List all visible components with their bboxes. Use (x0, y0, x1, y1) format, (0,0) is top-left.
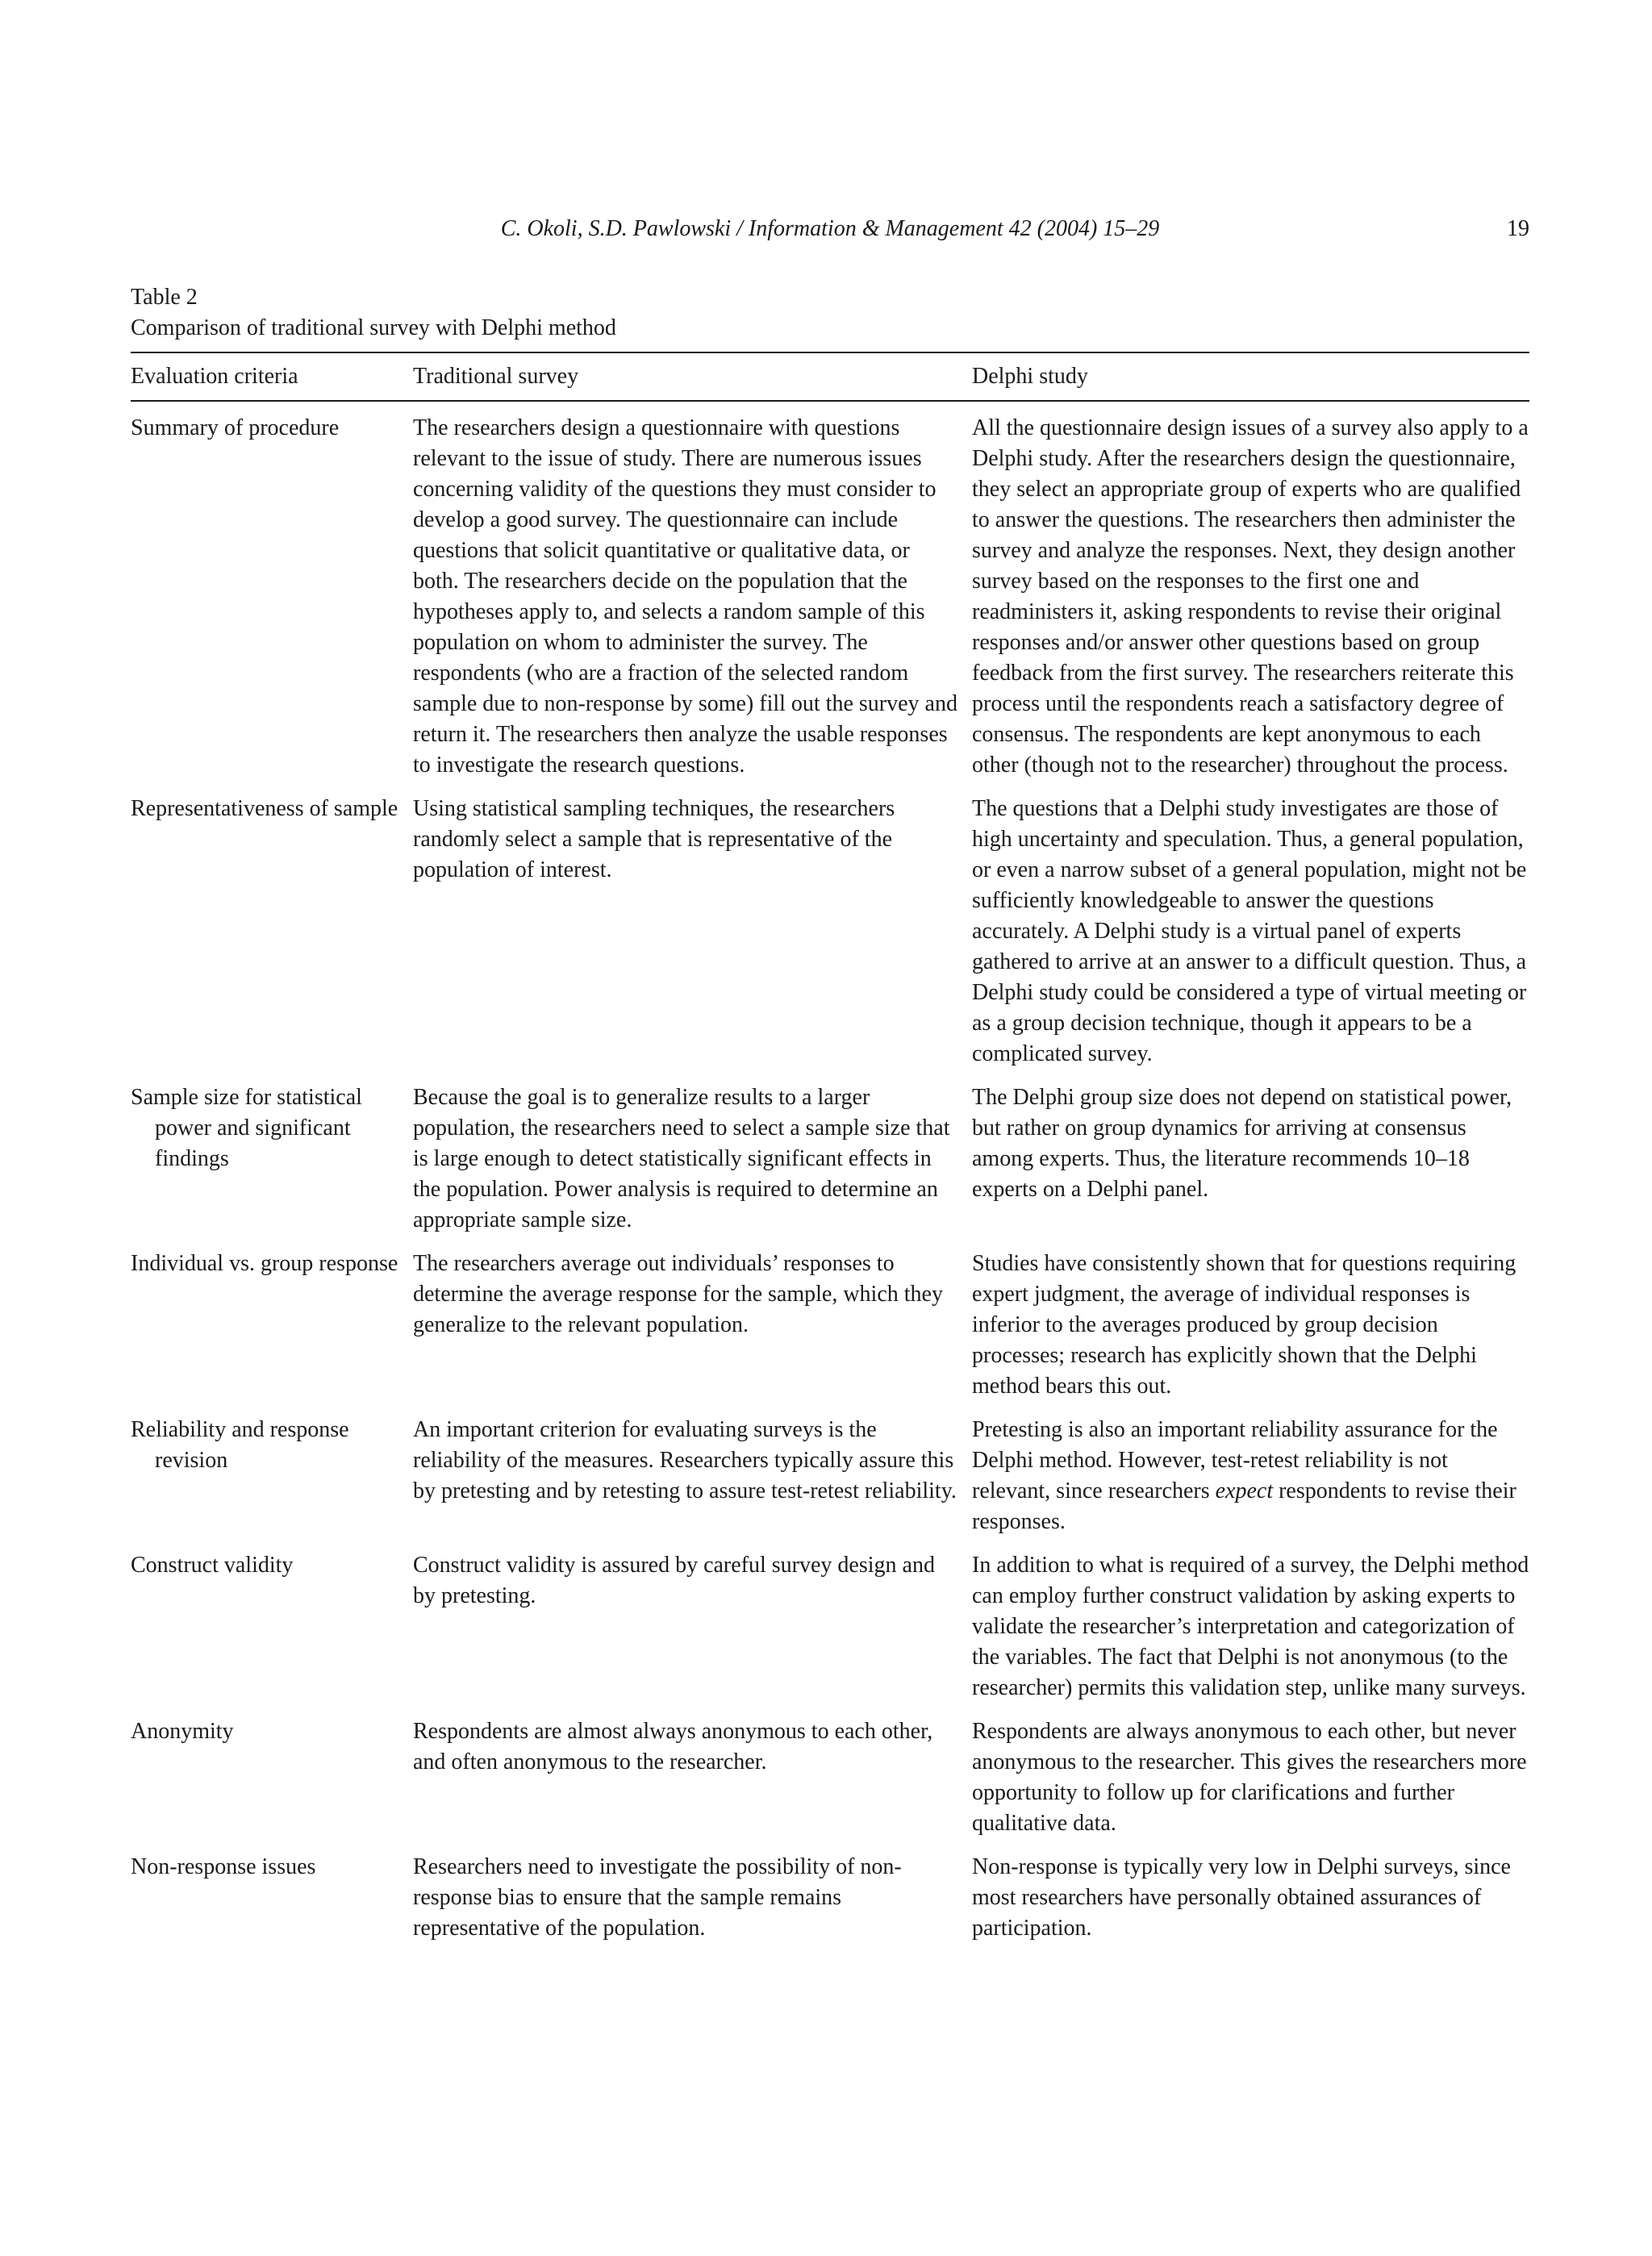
table-row (131, 794, 1529, 1082)
criterion-cell: Representativeness of sample (131, 796, 398, 821)
table-row (131, 1249, 1529, 1415)
table-row (131, 401, 1529, 794)
delphi-emphasis: expect (1215, 1478, 1274, 1503)
comparison-table (131, 352, 1529, 1957)
criterion-cell: Summary of procedure (131, 415, 340, 440)
traditional-cell: An important criterion for evaluating surveys is the reliability of the measures. Researchers typically assure this by pretesting and by retesting to assure test-retest reliability. (413, 1417, 957, 1503)
delphi-cell: Non-response is typically very low in Delphi surveys, since most researchers have personally obtained assurances of participation. (972, 1854, 1511, 1941)
header-delphi-study: Delphi study (972, 364, 1088, 389)
traditional-cell: The researchers design a questionnaire with questions relevant to the issue of study. There are numerous issues concerning validity of the questions they must consider to develop a good survey. The questionnaire can include questions that solicit quantitative or qualitative data, or both. The researchers decide on the population that the hypotheses apply to, and selects a random sample of this population on whom to administer the survey. The respondents (who are a fraction of the selected random sample due to non-response by some) fill out the survey and return it. The researchers then analyze the usable responses to investigate the research questions. (413, 415, 957, 778)
criterion-cell: Anonymity (131, 1719, 234, 1744)
table-row (131, 1550, 1529, 1716)
criterion-cell: Construct validity (131, 1553, 294, 1578)
delphi-cell: Respondents are always anonymous to each other, but never anonymous to the researcher. This gives the researchers more opportunity to follow up for clarifications and further qualitative data. (972, 1719, 1527, 1836)
page-number: 19 (1507, 216, 1529, 241)
header-traditional-survey: Traditional survey (413, 364, 579, 389)
traditional-cell: Using statistical sampling techniques, the researchers randomly select a sample that is representative of the population of interest. (413, 796, 895, 882)
table-row (131, 1716, 1529, 1852)
traditional-cell: Respondents are almost always anonymous to each other, and often anonymous to the researcher. (413, 1719, 933, 1774)
table-header-row (131, 352, 1529, 401)
table-title: Comparison of traditional survey with Delphi method (131, 315, 616, 340)
traditional-cell: Researchers need to investigate the possibility of non-response bias to ensure that the sample remains representative of the population. (413, 1854, 902, 1941)
journal-citation: C. Okoli, S.D. Pawlowski / Information & Management 42 (2004) 15–29 (500, 216, 1160, 241)
criterion-cell: Non-response issues (131, 1854, 316, 1879)
table-label: Table 2 (131, 285, 198, 310)
delphi-text-before: Pretesting is also an important reliability assurance for the Delphi method. However, test-retest reliability is not relevant, since researchers (972, 1417, 1498, 1503)
criterion-cell: Reliability and response revision (131, 1417, 349, 1473)
table-row (131, 1852, 1529, 1957)
delphi-cell: Studies have consistently shown that for questions requiring expert judgment, the average of individual responses is inferior to the averages produced by group decision processes; research has explicitly shown that the Delphi method bears this out. (972, 1251, 1516, 1399)
criterion-cell: Sample size for statistical power and significant findings (131, 1085, 362, 1171)
delphi-text-after: respondents to revise their responses. (972, 1478, 1516, 1534)
table-row (131, 1415, 1529, 1550)
delphi-cell: The Delphi group size does not depend on statistical power, but rather on group dynamics for arriving at consensus among experts. Thus, the literature recommends 10–18 experts on a Delphi panel. (972, 1085, 1512, 1202)
criterion-cell: Individual vs. group response (131, 1251, 398, 1276)
delphi-cell (972, 1415, 1529, 1550)
traditional-cell: Because the goal is to generalize results to a larger population, the researchers need to select a sample size that is large enough to detect statistically significant effects in the population. Power analysis is required to determine an appropriate sample size. (413, 1085, 950, 1232)
header-evaluation-criteria: Evaluation criteria (131, 364, 298, 389)
table-caption (131, 282, 616, 344)
running-head (131, 213, 1529, 245)
traditional-cell: The researchers average out individuals’ responses to determine the average response for the sample, which they generalize to the relevant population. (413, 1251, 943, 1337)
traditional-cell: Construct validity is assured by careful survey design and by pretesting. (413, 1553, 935, 1608)
table-row (131, 1082, 1529, 1249)
delphi-cell: In addition to what is required of a survey, the Delphi method can employ further construct validation by asking experts to validate the researcher’s interpretation and categorization of the variables. The fact that Delphi is not anonymous (to the researcher) permits this validation step, unlike many surveys. (972, 1553, 1529, 1700)
delphi-cell: The questions that a Delphi study investigates are those of high uncertainty and speculation. Thus, a general population, or even a narrow subset of a general population, might not be sufficiently knowledgeable to answer the questions accurately. A Delphi study is a virtual panel of experts gathered to arrive at an answer to a difficult question. Thus, a Delphi study could be considered a type of virtual meeting or as a group decision technique, though it appears to be a complicated survey. (972, 796, 1527, 1066)
delphi-cell: All the questionnaire design issues of a survey also apply to a Delphi study. After the researchers design the questionnaire, they select an appropriate group of experts who are qualified to answer the questions. The researchers then administer the survey and analyze the responses. Next, they design another survey based on the responses to the first one and readministers it, asking respondents to revise their original responses and/or answer other questions based on group feedback from the first survey. The researchers reiterate this process until the respondents reach a satisfactory degree of consensus. The respondents are kept anonymous to each other (though not to the researcher) throughout the process. (972, 415, 1529, 778)
